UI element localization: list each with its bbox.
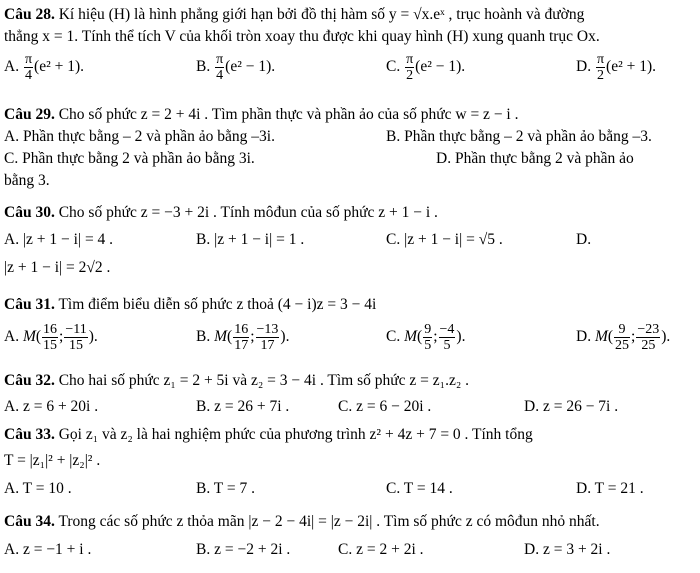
question-30 bbox=[4, 202, 696, 279]
question-text-line2: T = |z₁|² + |z₂|² . bbox=[4, 452, 101, 469]
question-text: Cho số phức z = 2 + 4i . Tìm phần thực và phần ảo của số phức w = z − i . bbox=[58, 106, 519, 123]
answer-options bbox=[4, 52, 696, 88]
option-a: A. M( $\frac{16}{15}$ ; $\frac{-11}{15}$ ). bbox=[4, 322, 98, 353]
option-c: C. M( $\frac{9}{5}$ ; $\frac{-4}{5}$ ). bbox=[386, 322, 466, 353]
question-28 bbox=[4, 4, 696, 88]
option-b: B. T = 7 . bbox=[196, 480, 255, 497]
question-number: Câu 34. bbox=[4, 513, 55, 530]
answer-options bbox=[4, 322, 696, 362]
option-a: A. Phần thực bằng – 2 và phần ảo bằng –3i. bbox=[4, 128, 275, 145]
question-33 bbox=[4, 424, 696, 504]
question-number: Câu 33. bbox=[4, 426, 55, 443]
question-text: Cho hai số phức z₁ = 2 + 5i và z₂ = 3 − 4i . Tìm số phức z = z₁.z₂ . bbox=[58, 372, 469, 389]
option-b: B. Phần thực bằng – 2 và phần ảo bằng –3. bbox=[386, 128, 652, 145]
option-a: A. z = −1 + i . bbox=[4, 541, 92, 558]
question-text: Cho số phức z = −3 + 2i . Tính môđun của số phức z + 1 − i . bbox=[58, 204, 438, 221]
option-d: D. bbox=[576, 231, 592, 248]
question-text: Tìm điểm biểu diễn số phức z thoả (4 − i)z = 3 − 4i bbox=[58, 296, 377, 313]
option-a: A. |z + 1 − i| = 4 . bbox=[4, 231, 114, 248]
option-d: D. z = 26 − 7i . bbox=[524, 398, 619, 415]
question-number: Câu 31. bbox=[4, 296, 55, 313]
option-d: D. T = 21 . bbox=[576, 480, 644, 497]
option-a: A. $\frac{\pi}{4}$ (e² + 1). bbox=[4, 52, 84, 83]
option-c: C. z = 2 + 2i . bbox=[338, 541, 424, 558]
option-b: B. z = −2 + 2i . bbox=[196, 541, 291, 558]
question-text-line2: thẳng x = 1. Tính thể tích V của khối tròn xoay thu được khi quay hình (H) xung quanh trục Ox. bbox=[4, 28, 600, 45]
question-29 bbox=[4, 104, 696, 192]
option-d: D. Phần thực bằng 2 và phần ảo bbox=[436, 150, 634, 167]
option-c: C. |z + 1 − i| = √5 . bbox=[386, 231, 503, 248]
question-number: Câu 29. bbox=[4, 106, 55, 123]
option-c: C. $\frac{\pi}{2}$ (e² − 1). bbox=[386, 52, 466, 83]
option-d-continued: bằng 3. bbox=[4, 172, 50, 189]
option-d: D. M( $\frac{9}{25}$ ; $\frac{-23}{25}$ ). bbox=[576, 322, 671, 353]
option-c: C. z = 6 − 20i . bbox=[338, 398, 432, 415]
option-d: D. z = 3 + 2i . bbox=[524, 541, 611, 558]
option-a: A. z = 6 + 20i . bbox=[4, 398, 99, 415]
option-d-answer: |z + 1 − i| = 2√2 . bbox=[4, 259, 111, 276]
option-a: A. T = 10 . bbox=[4, 480, 72, 497]
question-text: Trong các số phức z thỏa mãn |z − 2 − 4i| = |z − 2i| . Tìm số phức z có môđun nhỏ nhất. bbox=[58, 513, 600, 530]
question-34 bbox=[4, 511, 696, 565]
question-31 bbox=[4, 294, 696, 362]
question-32 bbox=[4, 370, 696, 422]
question-number: Câu 28. bbox=[4, 6, 55, 23]
option-b: B. z = 26 + 7i . bbox=[196, 398, 290, 415]
question-text: Kí hiệu (H) là hình phẳng giới hạn bởi đồ thị hàm số y = √x.eˣ , trục hoành và đường bbox=[58, 6, 585, 23]
question-number: Câu 32. bbox=[4, 372, 55, 389]
question-text: Gọi z₁ và z₂ là hai nghiệm phức của phương trình z² + 4z + 7 = 0 . Tính tổng bbox=[58, 426, 533, 443]
option-b: B. $\frac{\pi}{4}$ (e² − 1). bbox=[196, 52, 276, 83]
option-b: B. |z + 1 − i| = 1 . bbox=[196, 231, 305, 248]
question-number: Câu 30. bbox=[4, 204, 55, 221]
option-c: C. Phần thực bằng 2 và phần ảo bằng 3i. bbox=[4, 150, 255, 167]
option-d: D. $\frac{\pi}{2}$ (e² + 1). bbox=[576, 52, 656, 83]
option-b: B. M( $\frac{16}{17}$ ; $\frac{-13}{17}$ ). bbox=[196, 322, 290, 353]
option-c: C. T = 14 . bbox=[386, 480, 453, 497]
